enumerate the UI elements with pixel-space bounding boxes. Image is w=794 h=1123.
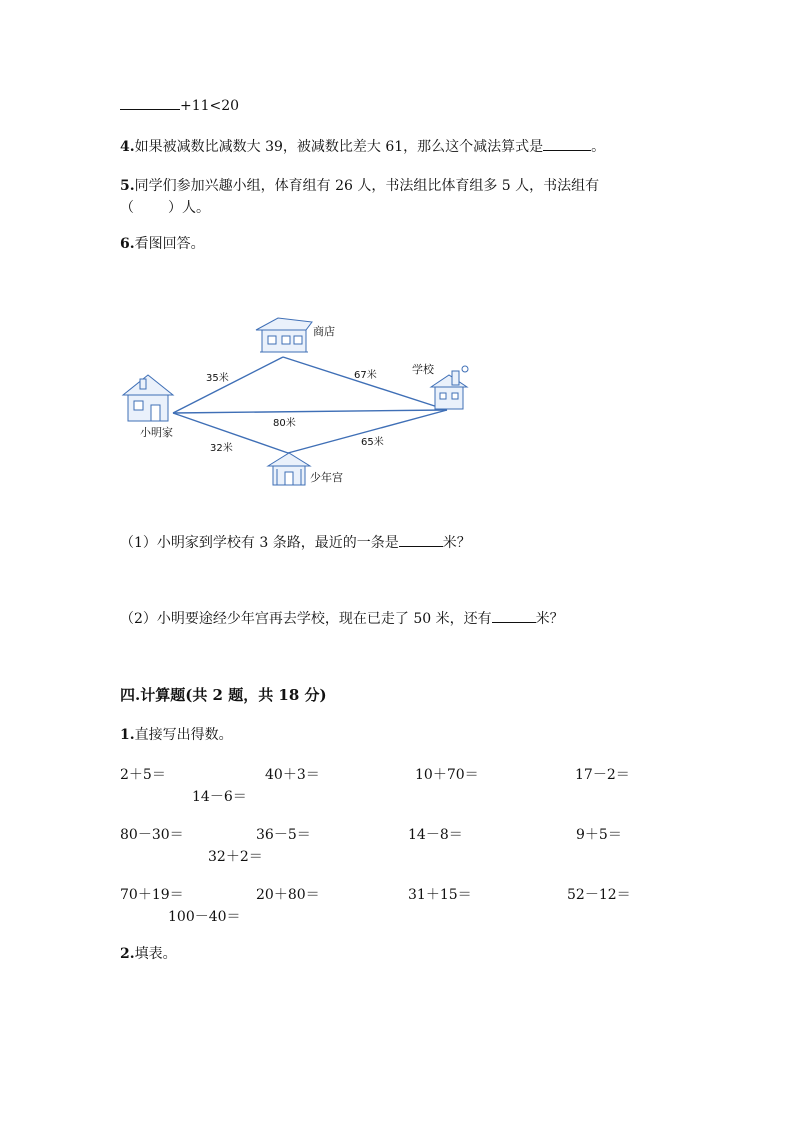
distance-label-home-school: 80米 [273, 418, 296, 429]
distance-label-home-shop: 35米 [206, 373, 229, 384]
place-label-youth-palace: 少年宫 [310, 471, 343, 484]
arithmetic-problem: 36－5＝ [256, 827, 311, 843]
arithmetic-problem: 9＋5＝ [576, 827, 622, 843]
route-map-diagram [110, 305, 490, 500]
shop-building-icon [256, 318, 312, 352]
home-house-icon [123, 375, 173, 421]
question-text-end: 米？ [442, 535, 471, 551]
distance-label-shop-school: 67米 [354, 370, 377, 381]
arithmetic-problem: 70＋19＝ [120, 887, 184, 903]
distance-label-home-palace: 32米 [210, 443, 233, 454]
arithmetic-problem: 40＋3＝ [265, 767, 320, 783]
question-text: 看图回答。 [134, 236, 205, 252]
question-text: 填表。 [134, 946, 177, 962]
question-number: 1. [120, 727, 135, 743]
place-label-home: 小明家 [140, 426, 173, 439]
distance-label-palace-school: 65米 [361, 437, 384, 448]
arithmetic-problem: 14－6＝ [192, 789, 247, 805]
question-6-part-2 [120, 610, 564, 628]
route-home-shop [173, 357, 283, 413]
calc-question-1 [120, 726, 233, 744]
question-4 [120, 138, 605, 156]
arithmetic-problem: 80－30＝ [120, 827, 184, 843]
arithmetic-problem: 10＋70＝ [415, 767, 479, 783]
arithmetic-problem: 32＋2＝ [208, 849, 263, 865]
place-label-school: 学校 [412, 363, 434, 376]
youth-palace-building-icon [268, 453, 310, 485]
question-6-part-1 [120, 534, 471, 552]
question-number: 6. [120, 236, 135, 252]
question-text: 直接写出得数。 [134, 727, 233, 743]
question-number: 5. [120, 178, 135, 194]
question-text-end: 米？ [535, 611, 564, 627]
answer-blank[interactable] [543, 138, 591, 151]
arithmetic-problem: 100－40＝ [168, 909, 241, 925]
place-label-shop: 商店 [313, 325, 335, 338]
section-heading: 四.计算题(共 2 题，共 18 分) [120, 686, 327, 704]
question-text: 如果被减数比减数大 39，被减数比差大 61，那么这个减法算式是 [134, 139, 544, 155]
question-number: 4. [120, 139, 135, 155]
route-home-school [173, 410, 447, 413]
question-text: 同学们参加兴趣小组，体育组有 26 人，书法组比体育组多 5 人，书法组有 [134, 178, 600, 194]
arithmetic-problem: 17－2＝ [575, 767, 630, 783]
q3-answer-line [120, 97, 239, 115]
question-number: 2. [120, 946, 135, 962]
question-text: （1）小明家到学校有 3 条路，最近的一条是 [120, 535, 399, 551]
open-paren: （ [120, 200, 134, 216]
question-text: （2）小明要途经少年宫再去学校，现在已走了 50 米，还有 [120, 611, 492, 627]
answer-blank[interactable] [399, 534, 443, 547]
arithmetic-problem: 52－12＝ [567, 887, 631, 903]
answer-blank[interactable] [120, 97, 180, 110]
answer-blank[interactable] [492, 610, 536, 623]
arithmetic-problem: 14－8＝ [408, 827, 463, 843]
question-text-end: 。 [591, 139, 606, 155]
q3-inequality: +11<20 [180, 98, 240, 114]
close-paren: ）人。 [168, 200, 210, 216]
question-5-line-1 [120, 177, 599, 195]
question-5-line-2 [120, 199, 210, 217]
arithmetic-problem: 20＋80＝ [256, 887, 320, 903]
question-6 [120, 235, 205, 253]
arithmetic-problem: 31＋15＝ [408, 887, 472, 903]
school-building-icon [431, 366, 468, 409]
arithmetic-problem: 2＋5＝ [120, 767, 166, 783]
calc-question-2 [120, 945, 177, 963]
